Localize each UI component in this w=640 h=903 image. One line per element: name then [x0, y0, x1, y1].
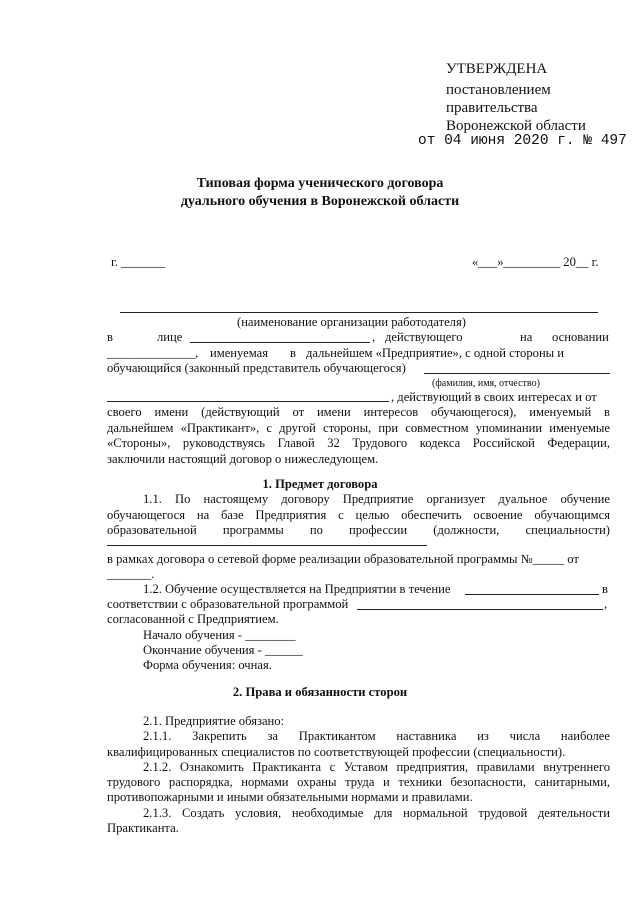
- text: в рамках договора о сетевой форме реализации образовательной программы №_____ от: [107, 552, 579, 566]
- text: 1.1. По настоящему договору Предприятие организует дуальное обучение: [143, 492, 610, 506]
- section-heading: 1. Предмет договора: [262, 477, 378, 491]
- fio-caption: (фамилия, имя, отчество): [432, 378, 540, 389]
- text: дальнейшем «Практикант», с другой стороны, при совместном упоминании именуемые: [107, 421, 610, 435]
- text: соответствии с образовательной программой: [107, 597, 349, 611]
- text: «Стороны», руководствуясь Главой 32 Трудового кодекса Российской Федерации,: [107, 436, 610, 450]
- text: дальнейшем «Предприятие», с одной стороны и: [306, 346, 565, 360]
- text: ,: [604, 597, 608, 611]
- student-name-line: [424, 373, 610, 374]
- approval-date-ref: от 04 июня 2020 г. № 497: [418, 133, 627, 149]
- text: своего имени (действующий от имени интересов обучающегося), именуемый в: [107, 405, 610, 419]
- start-date: Начало обучения - ________: [143, 628, 296, 642]
- text: в: [290, 346, 296, 360]
- approval-line: Воронежской области: [446, 118, 586, 134]
- text: обучающегося на базе Предприятия с целью обеспечить освоение обучающимся: [107, 508, 610, 522]
- text: обучающийся (законный представитель обучающегося): [107, 361, 406, 375]
- employer-name-line: [120, 312, 598, 313]
- duration-line: [465, 594, 599, 595]
- approval-line: постановлением: [446, 82, 551, 98]
- text: заключили настоящий договор о нижеследующем.: [107, 452, 379, 466]
- approval-heading: УТВЕРЖДЕНА: [446, 61, 548, 77]
- text: лице: [157, 330, 183, 344]
- program-name-line: [357, 609, 603, 610]
- text: Практиканта.: [107, 821, 179, 835]
- text: ______________,: [107, 346, 199, 360]
- representative-line: [190, 342, 370, 343]
- study-form: Форма обучения: очная.: [143, 658, 272, 672]
- text: именуемая: [210, 346, 269, 360]
- text: трудового распорядка, нормами охраны труда и техники безопасности, санитарными,: [107, 775, 610, 789]
- text: 2.1. Предприятие обязано:: [143, 714, 285, 728]
- employer-caption: (наименование организации работодателя): [237, 315, 466, 329]
- date-field: «___»_________ 20__ г.: [472, 255, 599, 269]
- text: квалифицированных специалистов по соответствующей профессии (специальности).: [107, 745, 566, 759]
- text: _______.: [107, 567, 155, 581]
- program-line: [107, 545, 427, 546]
- text: противопожарными и иными обязательными нормами и правилами.: [107, 790, 473, 804]
- text: 2.1.2. Ознакомить Практиканта с Уставом предприятия, правилами внутреннего: [143, 760, 610, 774]
- text: 2.1.3. Создать условия, необходимые для нормальной трудовой деятельности: [143, 806, 610, 820]
- document-title: Типовая форма ученического договора: [196, 176, 444, 191]
- text: 2.1.1. Закрепить за Практикантом наставника из числа наиболее: [143, 729, 610, 743]
- end-date: Окончание обучения - ______: [143, 643, 303, 657]
- text: , действующий в своих интересах и от: [391, 390, 597, 404]
- text: ,: [372, 330, 376, 344]
- document-title: дуального обучения в Воронежской области: [180, 194, 460, 209]
- approval-line: правительства: [446, 100, 538, 116]
- city-field: г. _______: [111, 255, 166, 269]
- text: в: [107, 330, 113, 344]
- text: на: [520, 330, 533, 344]
- text: согласованной с Предприятием.: [107, 612, 279, 626]
- text: основании: [552, 330, 609, 344]
- text: 1.2. Обучение осуществляется на Предприятии в течение: [143, 582, 451, 596]
- text: действующего: [385, 330, 463, 344]
- text: в: [602, 582, 608, 596]
- text: образовательной программы по профессии (должности, специальности): [107, 523, 610, 537]
- section-heading: 2. Права и обязанности сторон: [232, 685, 408, 699]
- student-name-line-2: [107, 401, 389, 402]
